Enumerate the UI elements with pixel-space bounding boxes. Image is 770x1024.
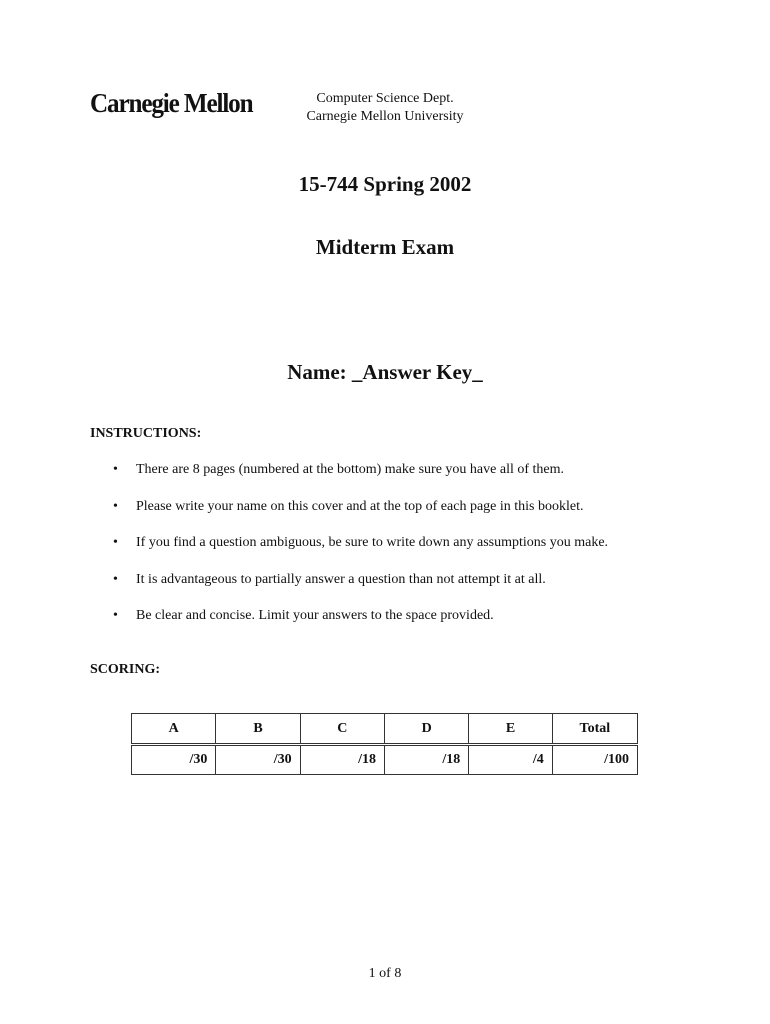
score-cell-d: /18 xyxy=(384,745,468,775)
bullet-icon: • xyxy=(113,571,118,587)
exam-title: Midterm Exam xyxy=(315,235,455,259)
score-cell-c: /18 xyxy=(300,745,384,775)
column-header-total: Total xyxy=(552,714,637,745)
instruction-text: There are 8 pages (numbered at the bottom) make sure you have all of them. xyxy=(136,462,565,477)
list-item xyxy=(0,606,770,643)
carnegie-mellon-logo: Carnegie Mellon xyxy=(90,88,253,118)
list-item xyxy=(0,533,770,570)
instruction-text: If you find a question ambiguous, be sure to write down any assumptions you make. xyxy=(136,535,609,550)
score-cell-a: /30 xyxy=(132,745,216,775)
course-title: 15-744 Spring 2002 xyxy=(298,172,472,196)
column-header-b: B xyxy=(216,714,300,745)
department-block xyxy=(270,90,500,126)
list-item xyxy=(0,497,770,534)
score-cell-b: /30 xyxy=(216,745,300,775)
instructions-list xyxy=(0,460,770,643)
score-cell-total: /100 xyxy=(552,745,637,775)
bullet-icon: • xyxy=(113,535,118,550)
score-cell-e: /4 xyxy=(469,745,552,775)
table-row xyxy=(132,745,638,775)
column-header-d: D xyxy=(384,714,468,745)
column-header-e: E xyxy=(469,714,552,745)
table-header-row xyxy=(132,714,638,745)
column-header-c: C xyxy=(300,714,384,745)
list-item xyxy=(0,460,770,497)
instructions-heading: INSTRUCTIONS: xyxy=(90,426,202,441)
scoring-heading: SCORING: xyxy=(90,662,161,677)
instruction-text: Please write your name on this cover and at the top of each page in this booklet. xyxy=(136,498,584,514)
scoring-table xyxy=(131,713,638,775)
university-name: Carnegie Mellon University xyxy=(306,109,464,124)
bullet-icon: • xyxy=(113,608,118,623)
instruction-text: It is advantageous to partially answer a question than not attempt it at all. xyxy=(136,571,546,587)
student-name-line: Name: _Answer Key_ xyxy=(287,360,483,384)
list-item xyxy=(0,570,770,607)
bullet-icon: • xyxy=(113,462,118,477)
column-header-a: A xyxy=(132,714,216,745)
department-name: Computer Science Dept. xyxy=(316,91,454,106)
page-number: 1 of 8 xyxy=(368,966,402,981)
bullet-icon: • xyxy=(113,498,118,514)
instruction-text: Be clear and concise. Limit your answers to the space provided. xyxy=(136,608,494,623)
